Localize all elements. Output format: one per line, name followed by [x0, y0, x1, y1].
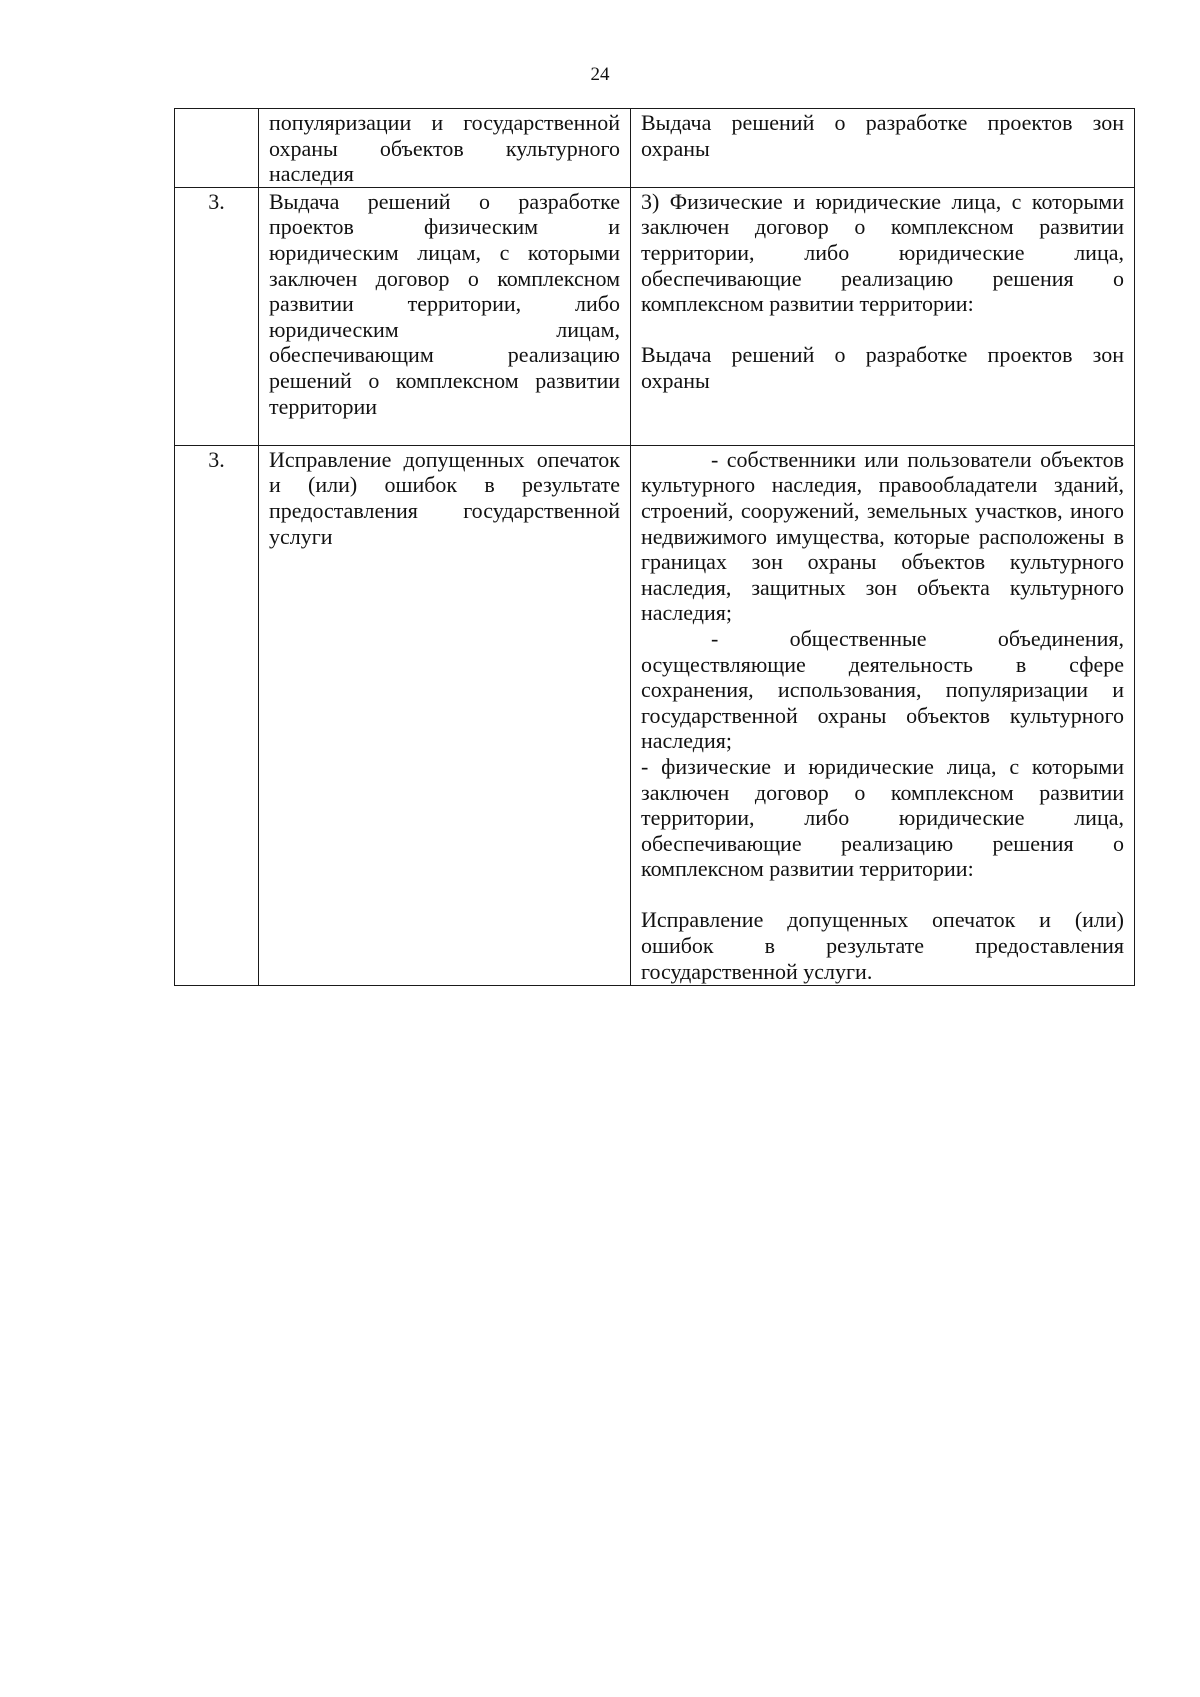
table-row: [175, 187, 1135, 445]
service-name-text: Выдача решений о разработке проектов физическим и юридическим лицам, с которыми заключен договор о комплексном развитии территории, либо юридическим лицам, обеспечивающим реализацию решений о комплексном развитии территории: [269, 188, 620, 419]
applicant-description-cell: [631, 187, 1135, 445]
row-number-cell: 3.: [175, 187, 259, 445]
row-number-cell: [175, 109, 259, 188]
table-row: [175, 109, 1135, 188]
description-paragraph: - общественные объединения, осуществляющие деятельность в сфере сохранения, использования, популяризации и государственной охраны объектов культурного наследия;: [641, 625, 1124, 754]
table-row: [175, 445, 1135, 985]
description-paragraph: Выдача решений о разработке проектов зон охраны: [641, 342, 1124, 393]
page-number: 24: [590, 64, 610, 85]
description-paragraph: - физические и юридические лица, с которыми заключен договор о комплексном развитии территории, либо юридические лица, обеспечивающие реализацию решения о комплексном развитии территории:: [641, 753, 1124, 882]
description-paragraph: 3) Физические и юридические лица, с которыми заключен договор о комплексном развитии территории, либо юридические лица, обеспечивающие реализацию решения о комплексном развитии территории:: [641, 188, 1124, 317]
description-paragraph: - собственники или пользователи объектов культурного наследия, правообладатели зданий, строений, сооружений, земельных участков, иного недвижимого имущества, которые расположены в границах зон охраны объектов культурного наследия, защитных зон объекта культурного наследия;: [641, 446, 1124, 626]
applicant-description-cell: [631, 109, 1135, 188]
description-paragraph: Исправление допущенных опечаток и (или) ошибок в результате предоставления государственной услуги.: [641, 907, 1124, 984]
service-name-text: популяризации и государственной охраны объектов культурного наследия: [269, 110, 620, 187]
description-paragraph: Выдача решений о разработке проектов зон охраны: [641, 110, 1124, 161]
row-number-cell: 3.: [175, 445, 259, 985]
service-name-text: Исправление допущенных опечаток и (или) ошибок в результате предоставления государственной услуги: [269, 446, 620, 549]
service-name-cell: [259, 109, 631, 188]
services-table: [174, 108, 1135, 986]
applicant-description-cell: [631, 445, 1135, 985]
service-name-cell: [259, 187, 631, 445]
service-name-cell: [259, 445, 631, 985]
